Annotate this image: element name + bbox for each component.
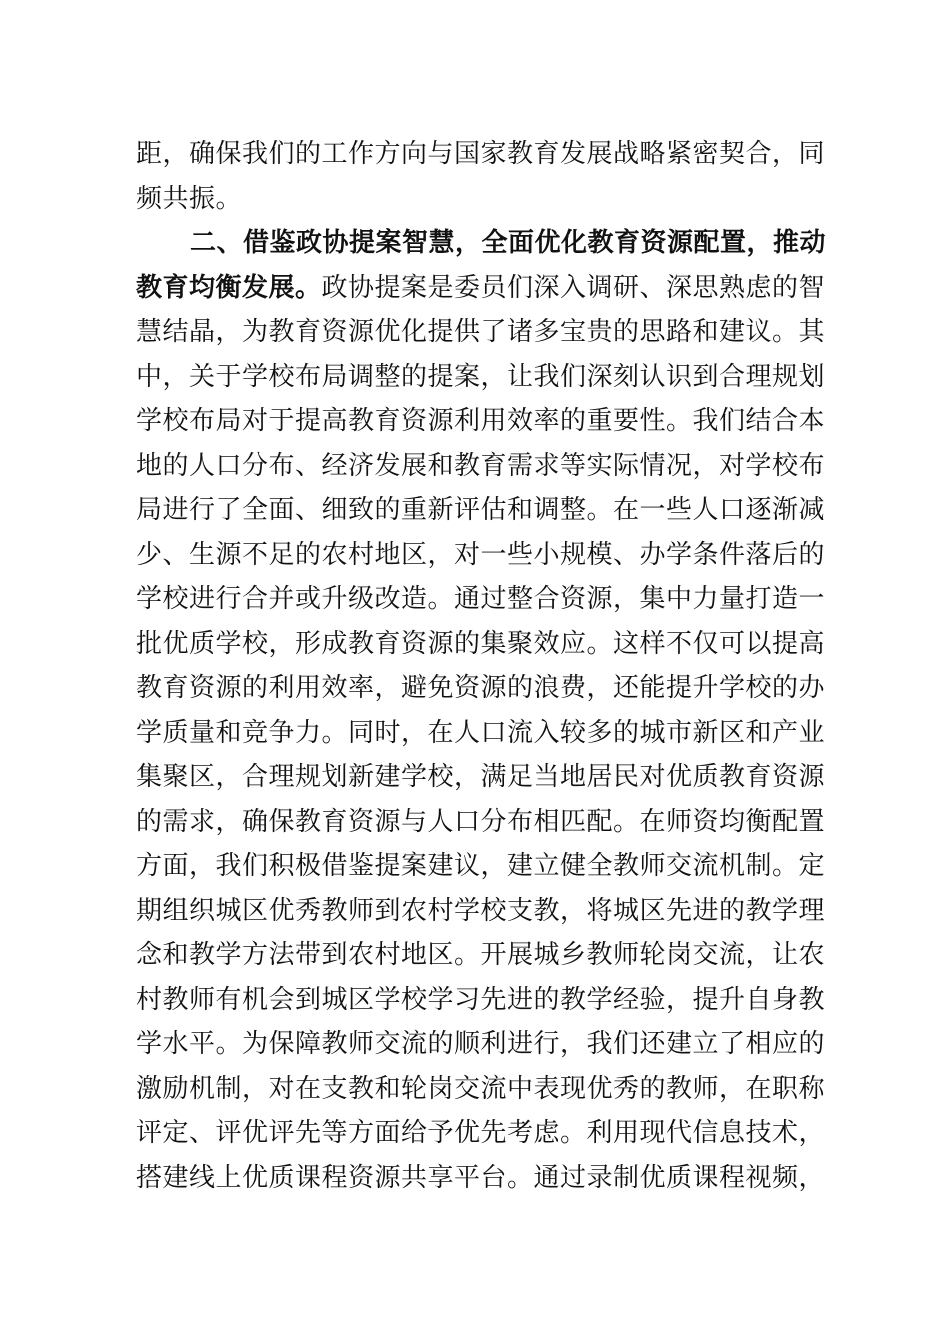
text-line: 的需求，确保教育资源与人口分布相匹配。在师资均衡配置 bbox=[136, 806, 826, 837]
paragraph-start: 政协提案是委员们深入调研、深思熟虑的智 bbox=[321, 272, 826, 303]
text-line: 学质量和竞争力。同时，在人口流入较多的城市新区和产业 bbox=[136, 717, 826, 748]
section-heading-line: 二、借鉴政协提案智慧，全面优化教育资源配置，推动 bbox=[190, 228, 827, 258]
text-line: 慧结晶，为教育资源优化提供了诸多宝贵的思路和建议。其 bbox=[136, 317, 826, 347]
text-line: 学校进行合并或升级改造。通过整合资源，集中力量打造一 bbox=[136, 584, 826, 614]
text-line bbox=[136, 266, 826, 311]
text-line: 少、生源不足的农村地区，对一些小规模、办学条件落后的 bbox=[136, 539, 826, 570]
text-line: 期组织城区优秀教师到农村学校支教，将城区先进的教学理 bbox=[136, 895, 826, 926]
document-body bbox=[136, 132, 827, 1200]
text-line: 评定、评优评先等方面给予优先考虑。利用现代信息技术， bbox=[136, 1118, 826, 1148]
text-line: 念和教学方法带到农村地区。开展城乡教师轮岗交流，让农 bbox=[136, 940, 826, 970]
text-line: 集聚区，合理规划新建学校，满足当地居民对优质教育资源 bbox=[136, 762, 826, 792]
text-line: 距，确保我们的工作方向与国家教育发展战略紧密契合，同 bbox=[136, 139, 826, 169]
text-line: 地的人口分布、经济发展和教育需求等实际情况，对学校布 bbox=[136, 450, 826, 481]
text-line: 学校布局对于提高教育资源利用效率的重要性。我们结合本 bbox=[136, 406, 826, 436]
text-line: 学水平。为保障教师交流的顺利进行，我们还建立了相应的 bbox=[136, 1029, 826, 1059]
text-line: 搭建线上优质课程资源共享平台。通过录制优质课程视频， bbox=[136, 1162, 826, 1193]
text-line: 激励机制，对在支教和轮岗交流中表现优秀的教师，在职称 bbox=[136, 1073, 826, 1104]
text-line: 批优质学校，形成教育资源的集聚效应。这样不仅可以提高 bbox=[136, 628, 826, 659]
text-line: 教育资源的利用效率，避免资源的浪费，还能提升学校的办 bbox=[136, 673, 826, 703]
text-line: 方面，我们积极借鉴提案建议，建立健全教师交流机制。定 bbox=[136, 851, 826, 881]
text-line: 局进行了全面、细致的重新评估和调整。在一些人口逐渐减 bbox=[136, 495, 826, 525]
text-line: 中，关于学校布局调整的提案，让我们深刻认识到合理规划 bbox=[136, 361, 826, 392]
text-line: 村教师有机会到城区学校学习先进的教学经验，提升自身教 bbox=[136, 984, 826, 1015]
section-heading-end: 教育均衡发展。 bbox=[136, 272, 322, 303]
text-line: 频共振。 bbox=[136, 183, 243, 214]
